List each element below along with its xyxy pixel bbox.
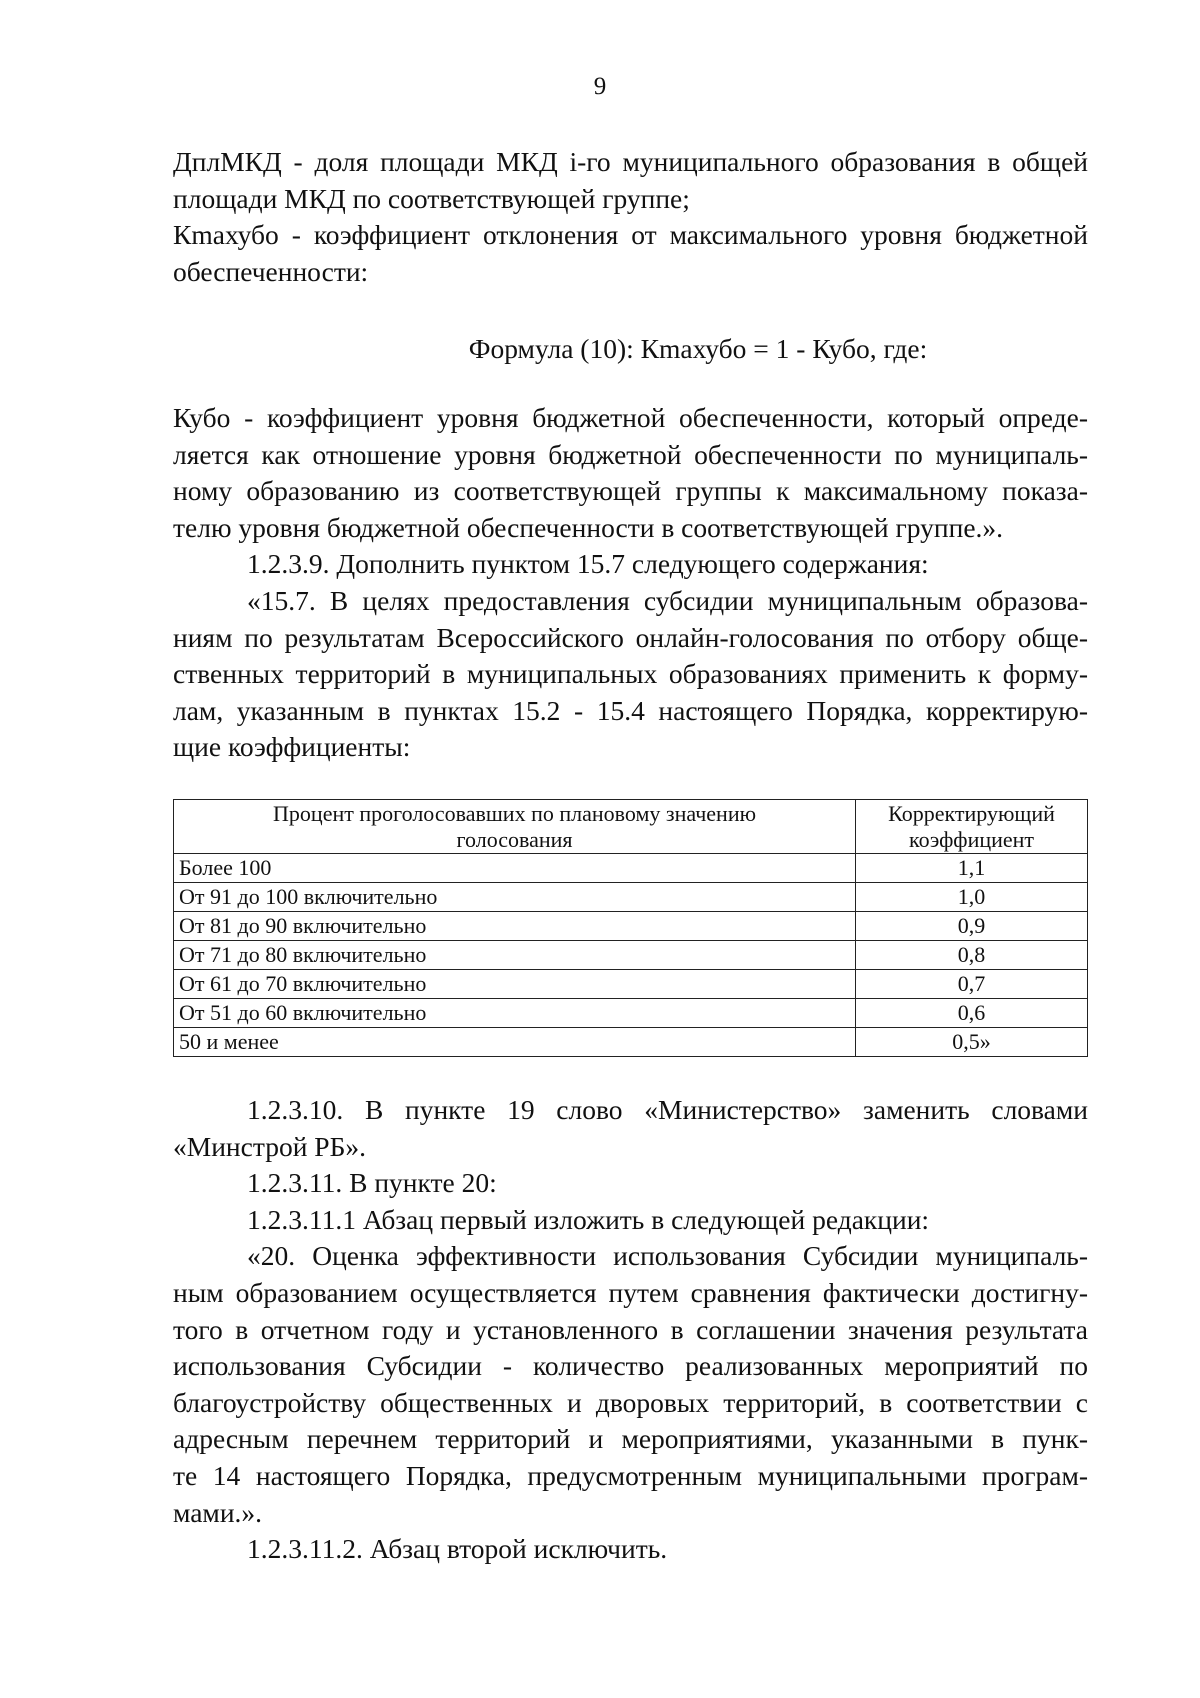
coef-cell: 1,0 (856, 883, 1088, 912)
p157-line: «15.7. В целях предоставления субсидии муниципальным образова- (247, 584, 1088, 616)
table-header-percent: Процент проголосовавших по плановому значению голосования (174, 800, 856, 854)
kubo-line: ляется как отношение уровня бюджетной обеспеченности по муниципаль- (173, 438, 1088, 470)
item-1-2-3-10-line: 1.2.3.10. В пункте 19 слово «Министерство» заменить словами (247, 1094, 1088, 1125)
range-cell: От 71 до 80 включительно (174, 941, 856, 970)
p20-line: «20. Оценка эффективности использования Субсидии муниципаль- (247, 1240, 1088, 1272)
range-cell: От 51 до 60 включительно (174, 999, 856, 1028)
item-1-2-3-11-1: 1.2.3.11.1 Абзац первый изложить в следующей редакции: (247, 1203, 930, 1235)
intro-line: ДплМКД - доля площади МКД i-го муниципального образования в общей (173, 146, 1088, 177)
intro-line: Кmахубо - коэффициент отклонения от максимального уровня бюджетной (173, 219, 1088, 251)
p20-line: ным образованием осуществляется путем сравнения фактически достигну- (173, 1276, 1088, 1308)
range-cell: От 91 до 100 включительно (174, 883, 856, 912)
kubo-line: Кубо - коэффициент уровня бюджетной обеспеченности, который опреде- (173, 402, 1088, 433)
coefficient-table (173, 799, 1088, 1057)
page-number: 9 (593, 73, 607, 100)
coef-cell: 0,9 (856, 912, 1088, 941)
coef-cell: 1,1 (856, 854, 1088, 883)
intro-line: обеспеченности: (173, 255, 369, 287)
coef-cell: 0,5» (856, 1028, 1088, 1057)
p157-line: ниям по результатам Всероссийского онлайн-голосования по отбору обще- (173, 621, 1088, 653)
table-row (174, 854, 1088, 883)
item-1-2-3-11-2: 1.2.3.11.2. Абзац второй исключить. (247, 1533, 668, 1565)
intro-definitions (173, 144, 1088, 290)
range-cell: От 61 до 70 включительно (174, 970, 856, 999)
coef-cell: 0,8 (856, 941, 1088, 970)
p20-line: благоустройству общественных и дворовых территорий, в соответствии с (173, 1386, 1088, 1418)
kubo-definition (173, 400, 1088, 766)
kubo-line: ному образованию из соответствующей группы к максимальному показа- (173, 475, 1088, 507)
p157-line: ственных территорий в муниципальных образованиях применить к форму- (173, 658, 1088, 690)
item-1-2-3-9: 1.2.3.9. Дополнить пунктом 15.7 следующего содержания: (247, 548, 929, 580)
closing-items (173, 1092, 1088, 1568)
range-cell: Более 100 (174, 854, 856, 883)
range-cell: 50 и менее (174, 1028, 856, 1057)
table-row (174, 1028, 1088, 1057)
table-row (174, 941, 1088, 970)
table-row (174, 883, 1088, 912)
p20-line: адресным перечнем территорий и мероприятиями, указанными в пунк- (173, 1423, 1088, 1455)
intro-line: площади МКД по соответствующей группе; (173, 182, 690, 214)
range-cell: От 81 до 90 включительно (174, 912, 856, 941)
kubo-line: телю уровня бюджетной обеспеченности в соответствующей группе.». (173, 511, 1004, 543)
table-row (174, 999, 1088, 1028)
table-header-row (174, 800, 1088, 854)
table-header-coefficient: Корректирующий коэффициент (856, 800, 1088, 854)
table-row (174, 970, 1088, 999)
item-1-2-3-10-line: «Минстрой РБ». (173, 1130, 366, 1162)
p20-line: того в отчетном году и установленного в соглашении значения результата (173, 1313, 1088, 1345)
p20-line: использования Субсидии - количество реализованных мероприятий по (173, 1350, 1088, 1382)
p20-line: мами.». (173, 1496, 263, 1528)
p20-line: те 14 настоящего Порядка, предусмотренным муниципальными програм- (173, 1459, 1088, 1491)
coef-cell: 0,7 (856, 970, 1088, 999)
formula-10: Формула (10): Кmахубо = 1 - Кубо, где: (468, 333, 928, 364)
p157-line: лам, указанным в пунктах 15.2 - 15.4 настоящего Порядка, корректирую- (173, 694, 1088, 726)
coef-cell: 0,6 (856, 999, 1088, 1028)
table-row (174, 912, 1088, 941)
p157-line: щие коэффициенты: (173, 731, 411, 763)
item-1-2-3-11: 1.2.3.11. В пункте 20: (247, 1167, 497, 1199)
